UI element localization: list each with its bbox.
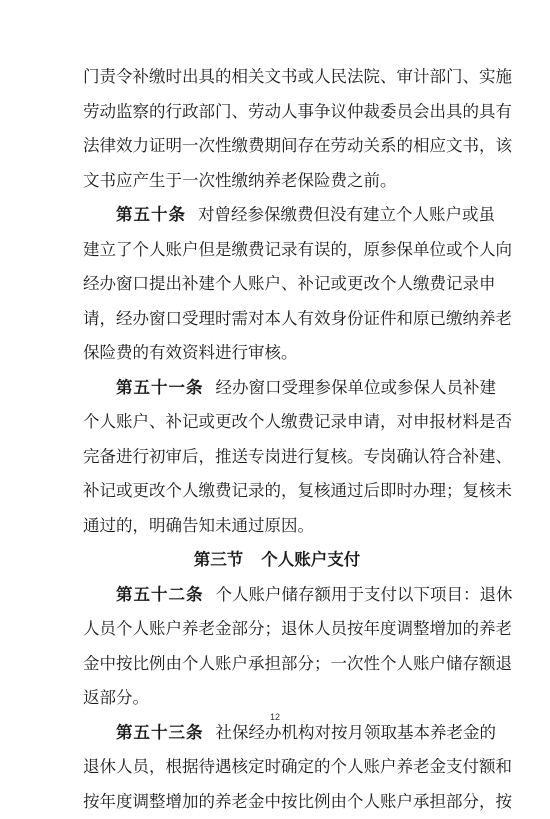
article-label: 第五十条 xyxy=(116,205,186,224)
text-line xyxy=(83,681,471,716)
article-first-line xyxy=(83,578,471,613)
line-text: 人员个人账户养老金部分；退休人员按年度调整增加的养老 xyxy=(83,619,512,638)
article-first-line xyxy=(83,198,471,233)
text-line xyxy=(83,440,471,475)
line-text: 文书应产生于一次性缴纳养老保险费之前。 xyxy=(83,171,397,190)
line-text: 完备进行初审后，推送专岗进行复核。专岗确认符合补建、 xyxy=(83,447,512,466)
document-page xyxy=(83,60,471,819)
text-line xyxy=(83,164,471,199)
line-text: 个人账户、补记或更改个人缴费记录申请，对申报材料是否 xyxy=(83,412,512,431)
text-line xyxy=(83,785,471,819)
line-text: 劳动监察的行政部门、劳动人事争议仲裁委员会出具的具有 xyxy=(83,102,512,121)
text-line xyxy=(83,129,471,164)
line-text: 门责令补缴时出具的相关文书或人民法院、审计部门、实施 xyxy=(83,67,512,86)
line-text: 法律效力证明一次性缴费期间存在劳动关系的相应文书，该 xyxy=(83,136,512,155)
line-text: 退休人员，根据待遇核定时确定的个人账户养老金支付额和 xyxy=(83,757,512,776)
text-line xyxy=(83,302,471,337)
text-line xyxy=(83,233,471,268)
section-heading xyxy=(83,543,471,578)
line-text: 返部分。 xyxy=(83,688,149,707)
section-number: 第三节 xyxy=(194,550,244,569)
text-line xyxy=(83,509,471,544)
line-text: 经办窗口提出补建个人账户、补记或更改个人缴费记录申 xyxy=(83,274,496,293)
line-text: 通过的，明确告知未通过原因。 xyxy=(83,516,314,535)
line-text: 个人账户储存额用于支付以下项目：退休 xyxy=(216,585,513,604)
article-label: 第五十三条 xyxy=(116,723,204,742)
page-number: 12 xyxy=(0,712,550,722)
article-first-line xyxy=(83,371,471,406)
text-line xyxy=(83,612,471,647)
text-line xyxy=(83,405,471,440)
article-label: 第五十二条 xyxy=(116,585,204,604)
text-line xyxy=(83,336,471,371)
line-text: 按年度调整增加的养老金中按比例由个人账户承担部分，按 xyxy=(83,792,512,811)
line-text: 社保经办机构对按月领取基本养老金的 xyxy=(216,723,497,742)
text-line xyxy=(83,647,471,682)
line-text: 金中按比例由个人账户承担部分；一次性个人账户储存额退 xyxy=(83,654,512,673)
text-line xyxy=(83,60,471,95)
line-text: 补记或更改个人缴费记录的，复核通过后即时办理；复核未 xyxy=(83,481,512,500)
line-text: 建立了个人账户但是缴费记录有误的，原参保单位或个人向 xyxy=(83,240,512,259)
line-text: 保险费的有效资料进行审核。 xyxy=(83,343,298,362)
text-line xyxy=(83,474,471,509)
article-label: 第五十一条 xyxy=(116,378,204,397)
line-text: 对曾经参保缴费但没有建立个人账户或虽 xyxy=(198,205,495,224)
text-line xyxy=(83,267,471,302)
text-line xyxy=(83,95,471,130)
text-line xyxy=(83,750,471,785)
line-text: 经办窗口受理参保单位或参保人员补建 xyxy=(216,378,497,397)
section-title: 个人账户支付 xyxy=(261,550,360,569)
line-text: 请，经办窗口受理时需对本人有效身份证件和原已缴纳养老 xyxy=(83,309,512,328)
